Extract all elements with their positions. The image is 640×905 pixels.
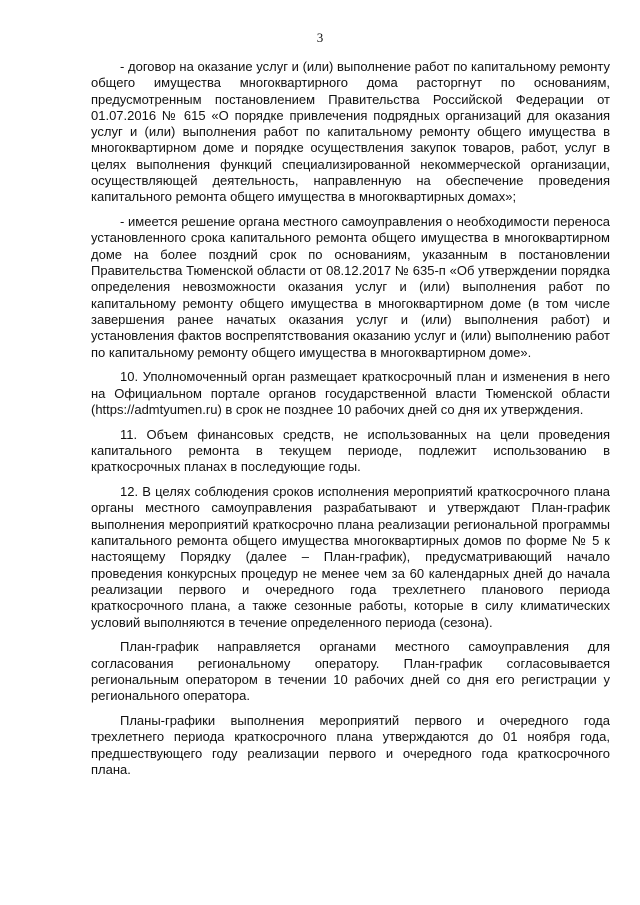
paragraph-schedule-deadline: Планы-графики выполнения мероприятий первого и очередного года трехлетнего периода краткосрочного плана утверждаются до 01 ноября года, предшествующего году реализации первого и очередного года краткосрочного плана. — [91, 712, 610, 777]
paragraph-contract-termination: - договор на оказание услуг и (или) выполнение работ по капитальному ремонту общего имущества многоквартирного дома расторгнут по основаниям, предусмотренным постановлением Правительства Российской Федерации от 01.07.2016 № 615 «О порядке привлечения подрядных организаций для оказания услуг и (или) выполнения работ по капитальному ремонту общего имущества в многоквартирном доме и порядке осуществления закупок товаров, работ, услуг в целях выполнения функций специализированной некоммерческой организации, осуществляющей деятельность, направленную на обеспечение проведения капитального ремонта общего имущества в многоквартирных домах»; — [91, 59, 610, 205]
page-number: 3 — [316, 30, 324, 45]
paragraph-schedule-approval: План-график направляется органами местного самоуправления для согласования региональному оператору. План-график согласовывается региональным оператором в течении 10 рабочих дней со дня его регистрации у регионального оператора. — [91, 639, 610, 704]
document-body — [91, 59, 610, 778]
paragraph-11-unused-funds: 11. Объем финансовых средств, не использованных на цели проведения капитального ремонта в текущем периоде, подлежит использованию в краткосрочных планах в последующие годы. — [91, 426, 610, 475]
paragraph-10-publication: 10. Уполномоченный орган размещает краткосрочный план и изменения в него на Официальном портале органов государственной власти Тюменской области (https://admtyumen.ru) в срок не позднее 10 рабочих дней со дня их утверждения. — [91, 369, 610, 417]
paragraph-12-schedule: 12. В целях соблюдения сроков исполнения мероприятий краткосрочного плана органы местного самоуправления разрабатывают и утверждают План-график выполнения мероприятий краткосрочно плана реализации региональной программы капитального ремонта общего имущества многоквартирных домов по форме № 5 к настоящему Порядку (далее – План-график), предусматривающий начало проведения конкурсных процедур не менее чем за 60 календарных дней до начала реализации первого и очередного года трехлетнего планового периода краткосрочного плана, а также сезонные работы, которые в силу климатических условий выполняются в течение определенного периода (сезона). — [91, 484, 610, 630]
paragraph-postponement-decision: - имеется решение органа местного самоуправления о необходимости переноса установленного срока капитального ремонта общего имущества в многоквартирном доме на более поздний срок по основаниям, указанным в постановлении Правительства Тюменской области от 08.12.2017 № 635-п «Об утверждении порядка определения невозможности оказания услуг и (или) выполнения работ по капитальному ремонту общего имущества в многоквартирном доме (в том числе завершения ранее начатых оказания услуг и (или) выполнения работ) и установления фактов воспрепятствования оказанию услуг и (или) выполнению работ по капитальному ремонту общего имущества в многоквартирном доме». — [91, 214, 610, 360]
